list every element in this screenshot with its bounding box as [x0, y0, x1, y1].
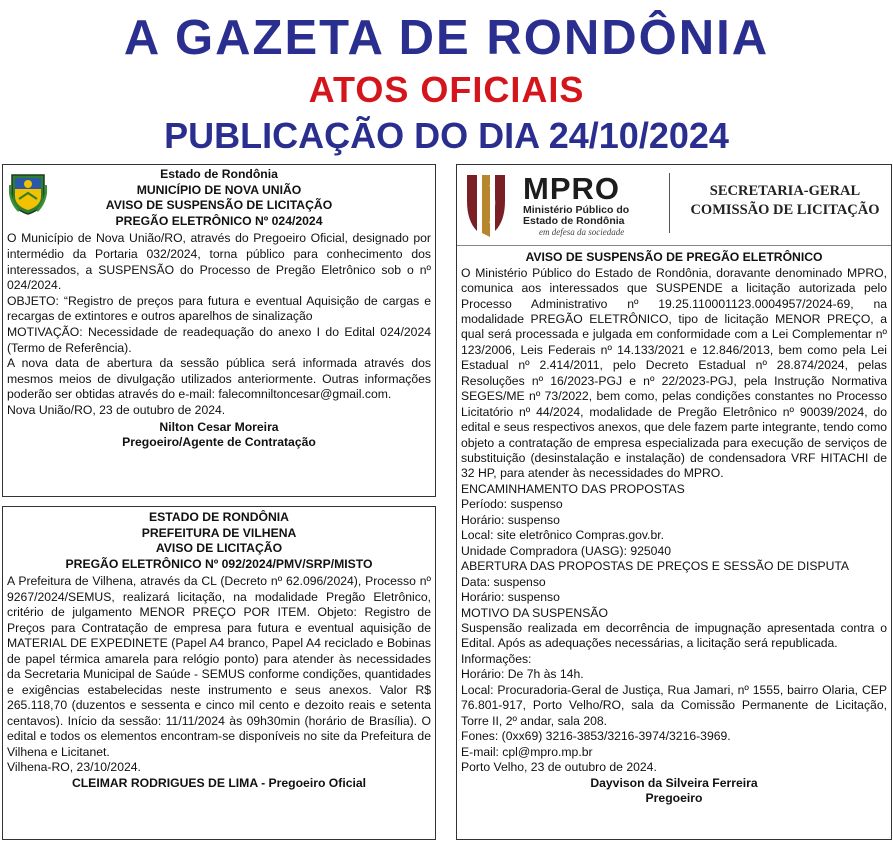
section-heading: ENCAMINHAMENTO DAS PROPOSTAS	[461, 481, 685, 496]
heading-line: PREGÃO ELETRÔNICO Nº 024/2024	[115, 213, 323, 228]
signatory-role: Pregoeiro	[645, 791, 703, 806]
mpro-logo-subtitle-line: Estado de Rondônia	[523, 214, 625, 227]
signature: CLEIMAR RODRIGUES DE LIMA - Pregoeiro Oficial	[71, 775, 367, 790]
detail-line: Data: suspenso	[461, 574, 546, 589]
section-heading: ABERTURA DAS PROPOSTAS DE PREÇOS E SESSÃO DE DISPUTA	[461, 559, 850, 574]
detail-line: Unidade Compradora (UASG): 925040	[461, 543, 672, 558]
detail-line: Local: site eletrônico Compras.gov.br.	[461, 528, 664, 543]
paragraph: O Município de Nova União/RO, através do Pregoeiro Oficial, designado por intermédio da Portaria 032/2024, torna público para conhecimento dos interessados, a SUSPENSÃO do Processo de Pregão Eletrônico sob o nº 024/2024.	[7, 231, 431, 293]
mpro-letterhead	[457, 165, 891, 246]
signatory-name: Dayvison da Silveira Ferreira	[590, 775, 758, 790]
detail-line: Horário: suspenso	[461, 512, 560, 527]
detail-line: Informações:	[461, 651, 532, 666]
notice-nova-uniao	[2, 164, 436, 497]
heading-line: AVISO DE SUSPENSÃO DE LICITAÇÃO	[105, 198, 333, 213]
email-line: E-mail: cpl@mpro.mp.br	[461, 744, 593, 759]
signatory-role: Pregoeiro/Agente de Contratação	[122, 435, 316, 450]
signatory-name: Nilton Cesar Moreira	[159, 419, 279, 434]
mpro-logo-tagline: em defesa da sociedade	[539, 227, 625, 237]
department	[679, 182, 891, 220]
detail-line: Horário: suspenso	[461, 590, 560, 605]
paragraph: Local: Procuradoria-Geral de Justiça, Rua Jamari, nº 1555, bairro Olaria, CEP 76.801-917, Porto Velho/RO, sala da Comissão Permanente de Licitação, Torre II, 2º andar, sala 208.	[461, 682, 887, 728]
notice-vilhena	[2, 506, 436, 840]
letterhead-divider	[669, 173, 670, 233]
mpro-logo-text: MPRO	[523, 171, 620, 206]
paragraph: Suspensão realizada em decorrência de impugnação apresentada contra o Edital. Após as adequações necessárias, a licitação será republicada.	[461, 621, 887, 651]
place-date: Porto Velho, 23 de outubro de 2024.	[461, 760, 657, 775]
municipal-crest-icon	[9, 171, 47, 215]
heading-line: ESTADO DE RONDÔNIA	[149, 510, 289, 524]
publication-date: PUBLICAÇÃO DO DIA 24/10/2024	[164, 115, 729, 156]
place-date: Nova União/RO, 23 de outubro de 2024.	[7, 402, 226, 417]
paragraph: A Prefeitura de Vilhena, através da CL (Decreto nº 62.096/2024), Processo nº 9267/2024/SEMUS, realizará licitação, na modalidade Pregão Eletrônico, critério de julgamento MENOR PREÇO POR ITEM. Objeto: Registro de Preços para Contratação de empresa para futura e eventual aquisição de MATERIAL DE EXPEDINETE (Papel A4 branco, Papel A4 reciclado e Bobinas de papel térmica amarela para relógio ponto) para atender às necessidades da Secretaria Municipal de Saúde - SEMUS conforme condições, quantidades e exigências estabelecidas neste instrumento e seus anexos. Valor R$ 265.118,70 (duzentos e sessenta e cinco mil cento e dezoito reais e setenta centavos). Início da sessão: 11/11/2024 às 09h30min (horário de Brasília). O edital e todos os elementos encontram-se disponíveis no site da Prefeitura de Vilhena e Licitanet.	[7, 574, 431, 759]
department-line: SECRETARIA-GERAL	[709, 183, 861, 199]
paragraph: MOTIVAÇÃO: Necessidade de readequação do anexo I do Edital 024/2024 (Termo de Referência).	[7, 324, 431, 355]
heading-line: PREGÃO ELETRÔNICO Nº 092/2024/PMV/SRP/MISTO	[65, 556, 373, 571]
heading-line: Estado de Rondônia	[160, 167, 278, 181]
newspaper-title: A GAZETA DE RONDÔNIA	[123, 11, 770, 65]
department-line: COMISSÃO DE LICITAÇÃO	[690, 202, 880, 218]
section-heading: MOTIVO DA SUSPENSÃO	[461, 605, 608, 620]
section-title: ATOS OFICIAIS	[308, 69, 585, 110]
mpro-logo-subtitle	[523, 205, 629, 226]
notice-title: AVISO DE SUSPENSÃO DE PREGÃO ELETRÔNICO	[525, 250, 823, 264]
heading-line: MUNICÍPIO DE NOVA UNIÃO	[136, 182, 302, 197]
mpro-logo-icon	[463, 171, 515, 244]
detail-line: Horário: De 7h às 14h.	[461, 667, 584, 682]
paragraph: A nova data de abertura da sessão pública será informada através dos mesmos meios de divulgação utilizados anteriormente. Outras informações poderão ser obtidas através do e-mail: falecomniltoncesar@gmail.com.	[7, 356, 431, 402]
notice-mpro	[456, 164, 892, 840]
detail-line: Fones: (0xx69) 3216-3853/3216-3974/3216-3969.	[461, 729, 731, 744]
heading-line: AVISO DE LICITAÇÃO	[155, 541, 283, 556]
detail-line: Período: suspenso	[461, 497, 563, 512]
paragraph: OBJETO: “Registro de preços para futura e eventual Aquisição de cargas e recargas de extintores e outros aparelhos de sinalização	[7, 293, 431, 324]
place-date: Vilhena-RO, 23/10/2024.	[7, 760, 141, 775]
mpro-logo-subtitle-line: Ministério Público do	[523, 204, 630, 216]
heading-line: PREFEITURA DE VILHENA	[141, 525, 297, 540]
paragraph: O Ministério Público do Estado de Rondônia, doravante denominado MPRO, comunica aos interessados que SUSPENDE a licitação autorizada pelo Processo Administrativo nº 19.25.110001123.0004957/2024-69, na modalidade PREGÃO ELETRÔNICO, tipo de licitação MENOR PREÇO, a qual será processada e julgada em conformidade com a Lei Complementar nº 123/2006, Leis Federais nº 14.133/2021 e 12.846/2013, bem como pela Lei Estadual nº 2.414/2011, pelo Decreto Estadual nº 28.874/2024, pelas Resoluções nº 16/2023-PGJ e nº 22/2023-PGJ, pela Instrução Normativa SEGES/ME nº 73/2022, bem como, pelas condições constantes no Processo Licitatório nº 44/2024, modalidade de Pregão Eletrônico nº 90039/2024, do edital e seus respectivos anexos, que dele fazem parte integrante, tendo como objeto a contratação de empresa especializada para execução de serviços de substituição (desinstalação e instalação) de condensadora VRF HITACHI de 32 HP, para atender às necessidades do MPRO.	[461, 265, 887, 481]
